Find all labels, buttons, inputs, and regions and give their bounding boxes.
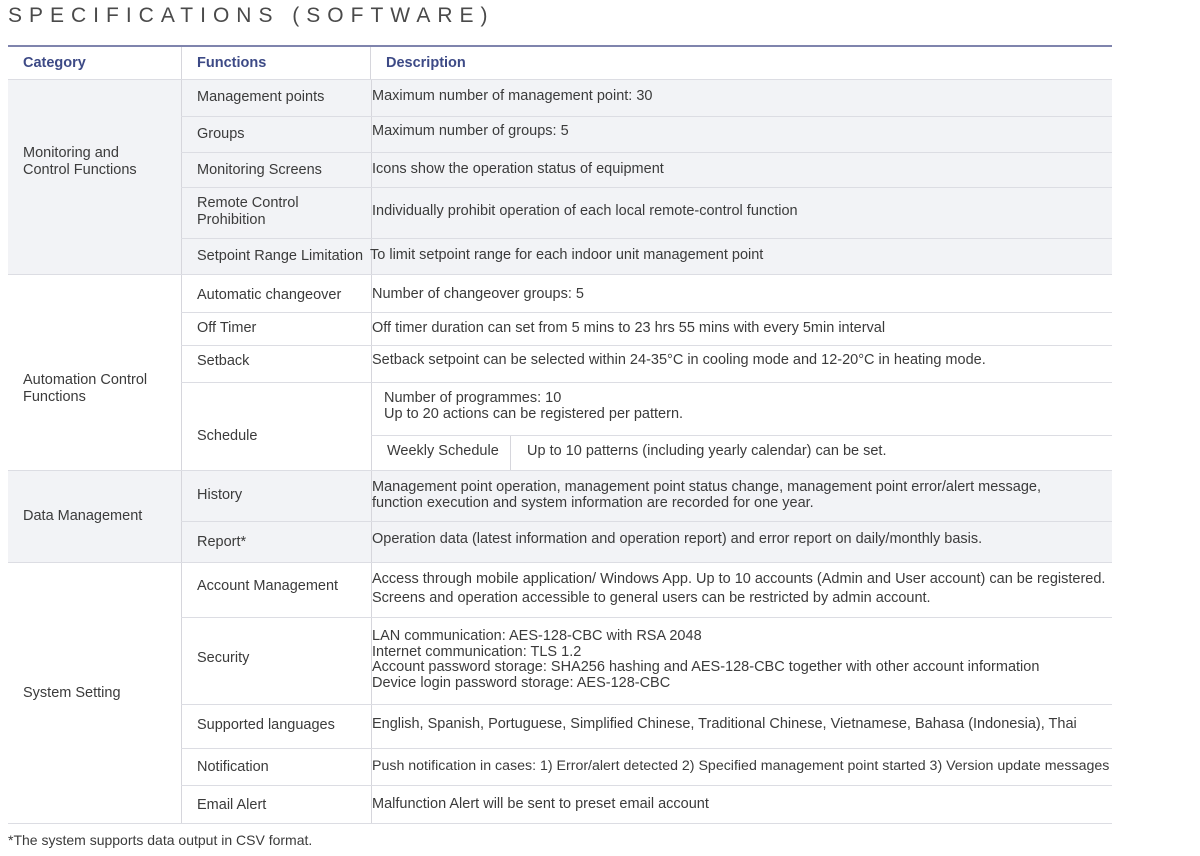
row-divider — [181, 152, 1112, 153]
table-row — [181, 313, 1112, 345]
function-label: Notification — [197, 759, 269, 775]
row-divider — [181, 704, 1112, 705]
title-rule — [8, 45, 1112, 47]
row-divider — [8, 823, 1112, 824]
description-text: Maximum number of management point: 30 — [372, 88, 653, 104]
row-divider — [181, 617, 1112, 618]
function-label: Schedule — [197, 428, 258, 444]
function-label: Remote Control Prohibition — [197, 195, 299, 228]
table-row — [181, 117, 1112, 152]
description-text: To limit setpoint range for each indoor unit management point — [370, 247, 764, 263]
row-divider — [8, 470, 1112, 471]
table-row — [181, 563, 1112, 617]
function-label: Security — [197, 650, 250, 666]
table-row — [181, 275, 1112, 312]
row-divider — [181, 312, 1112, 313]
description-text: Push notification in cases: 1) Error/alert detected 2) Specified management point started 3) Version update messages — [372, 758, 1110, 774]
function-label: Management points — [197, 89, 325, 105]
row-divider — [8, 562, 1112, 563]
description-text: Malfunction Alert will be sent to preset email account — [372, 796, 709, 812]
table-row — [181, 471, 1112, 521]
function-label: Automatic changeover — [197, 287, 342, 303]
row-divider — [8, 274, 1112, 275]
description-text: Number of changeover groups: 5 — [372, 286, 584, 302]
table-row — [181, 188, 1112, 238]
category-label: Monitoring and Control Functions — [23, 145, 137, 178]
description-text: Individually prohibit operation of each local remote-control function — [372, 203, 798, 219]
description-text: Icons show the operation status of equipment — [372, 161, 664, 177]
category-monitoring — [8, 79, 181, 274]
category-system-setting — [8, 563, 181, 823]
header-divider — [370, 47, 371, 79]
row-divider — [181, 345, 1112, 346]
description-text: Maximum number of groups: 5 — [372, 123, 569, 139]
description-text: Off timer duration can set from 5 mins to 23 hrs 55 mins with every 5min interval — [372, 320, 886, 336]
table-row — [181, 705, 1112, 748]
sub-function-label: Weekly Schedule — [387, 443, 499, 459]
row-divider — [181, 116, 1112, 117]
header-description: Description — [386, 55, 466, 71]
function-label: Setback — [197, 353, 250, 369]
description-text: Up to 10 patterns (including yearly calendar) can be set. — [527, 443, 887, 459]
row-divider — [181, 238, 1112, 239]
table-row — [181, 522, 1112, 562]
function-label: Account Management — [197, 578, 339, 594]
row-divider — [181, 748, 1112, 749]
description-text: English, Spanish, Portuguese, Simplified Chinese, Traditional Chinese, Vietnamese, Bahasa (Indonesia), Thai — [372, 716, 1077, 732]
function-label: Setpoint Range Limitation — [197, 248, 364, 264]
function-label: Email Alert — [197, 797, 267, 813]
description-text: Setback setpoint can be selected within 24-35°C in cooling mode and 12-20°C in heating mode. — [372, 352, 986, 368]
category-automation — [8, 275, 181, 470]
row-divider — [8, 79, 1112, 80]
table-row — [181, 618, 1112, 704]
category-label: Automation Control Functions — [23, 372, 148, 405]
table-row — [181, 749, 1112, 785]
header-functions: Functions — [197, 55, 267, 71]
description-text: Access through mobile application/ Windows App. Up to 10 accounts (Admin and User account) can be registered. Screens and operation accessible to general users can be restricted by admin account. — [372, 571, 1106, 606]
description-text: LAN communication: AES-128-CBC with RSA 2048 Internet communication: TLS 1.2 Account password storage: SHA256 hashing and AES-128-CBC together with other account information Device login password storage: AES-128-CBC — [372, 628, 1040, 691]
function-label: Off Timer — [197, 320, 257, 336]
row-divider — [181, 521, 1112, 522]
function-label: Monitoring Screens — [197, 162, 322, 178]
category-label: Data Management — [23, 508, 143, 524]
table-row — [181, 346, 1112, 382]
description-text: Operation data (latest information and operation report) and error report on daily/monthly basis. — [372, 531, 983, 547]
page-title: SPECIFICATIONS (SOFTWARE) — [8, 4, 495, 27]
category-data-management — [8, 471, 181, 562]
row-divider — [181, 785, 1112, 786]
function-label: Groups — [197, 126, 245, 142]
function-label: Supported languages — [197, 717, 335, 733]
function-label: History — [197, 487, 243, 503]
table-row — [181, 153, 1112, 187]
function-label: Report* — [197, 534, 247, 550]
category-label: System Setting — [23, 685, 121, 701]
description-text: Management point operation, management point status change, management point error/alert message, function execution and system information are recorded for one year. — [372, 479, 1042, 511]
description-text: Number of programmes: 10 Up to 20 actions can be registered per pattern. — [384, 390, 684, 422]
row-divider — [181, 382, 1112, 383]
header-category: Category — [23, 55, 86, 71]
footnote: *The system supports data output in CSV format. — [8, 832, 313, 848]
header-divider — [181, 47, 182, 79]
row-divider — [181, 187, 1112, 188]
table-row — [181, 383, 1112, 470]
table-row — [181, 786, 1112, 823]
table-row — [181, 239, 1112, 274]
table-row — [181, 79, 1112, 116]
